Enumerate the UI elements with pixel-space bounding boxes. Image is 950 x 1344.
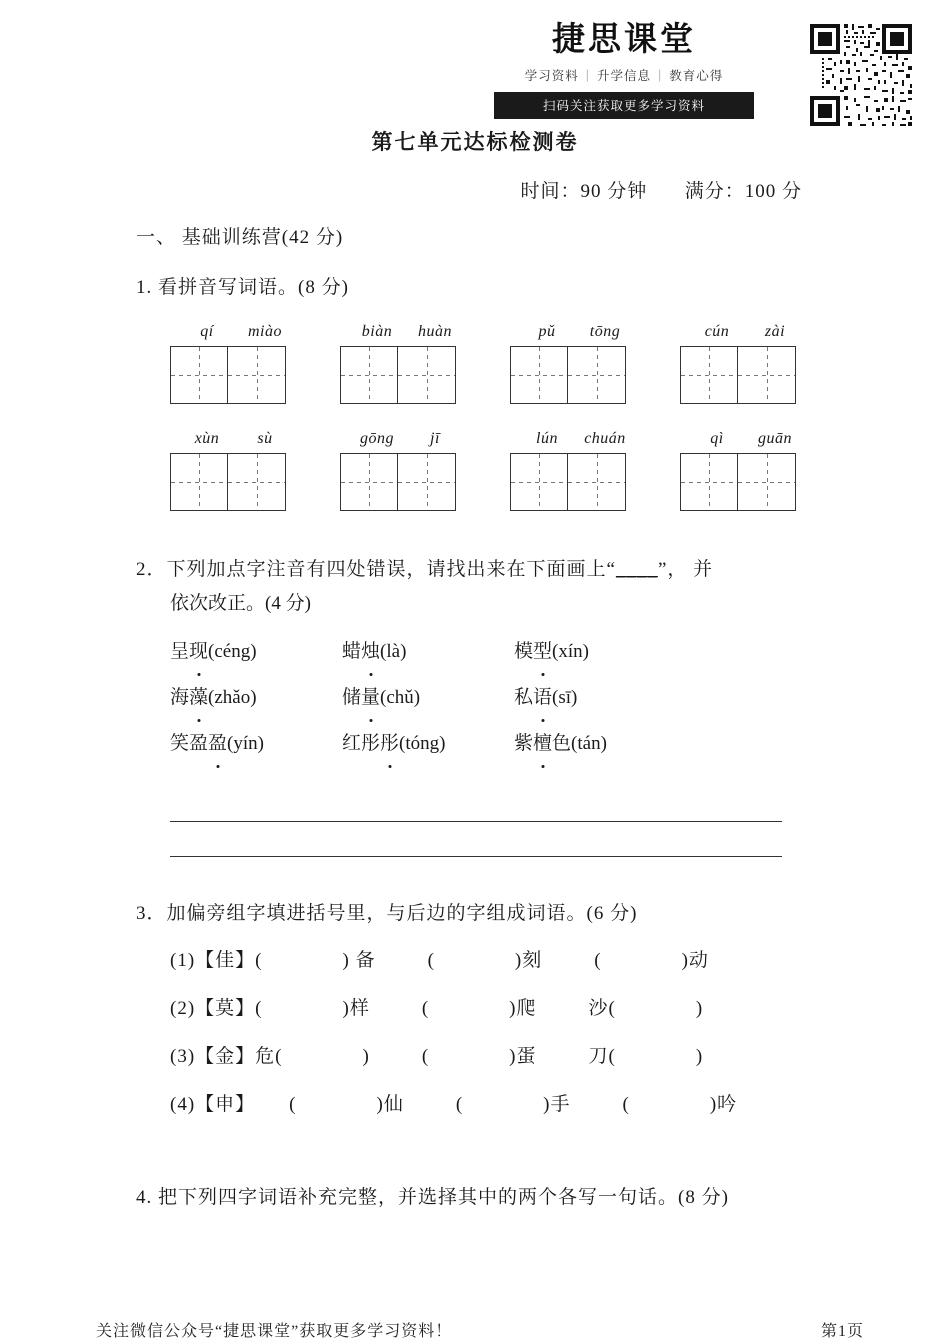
question-2-prompt-line2: 依次改正。(4 分) [170,593,311,614]
word-pinyin: (là) [380,641,407,662]
word-item [170,727,342,761]
question-4-prompt: 4. 把下列四字词语补充完整，并选择其中的两个各写一句话。(8 分) [136,1187,729,1208]
tianzige-cell[interactable] [228,346,286,404]
word-item [170,681,342,715]
question-3-row [170,1033,836,1081]
row-item[interactable]: 危( ) [255,1046,370,1067]
brand-header [394,20,914,132]
pinyin-label [680,430,830,448]
word-dotted-char: 型 [533,635,552,669]
word-item [170,635,342,669]
word-pinyin: (sī) [552,687,578,708]
question-3-prompt: 3．加偏旁组字填进括号里，与后边的字组成词语。(6 分) [136,903,638,924]
word-item [514,635,686,669]
tianzige-boxes[interactable] [680,346,830,404]
word-dotted-char: 量 [361,681,380,715]
row-item[interactable]: 刀( ) [588,1046,704,1067]
word-pinyin: (céng) [208,641,257,662]
row-item[interactable]: ( ) 备 [255,950,376,971]
tianzige-boxes[interactable] [170,346,320,404]
pinyin-group [510,323,660,404]
question-3-row [170,985,836,1033]
word-dotted-char: 彤 [380,727,399,761]
brand-tags [494,66,754,84]
brand-block [494,20,754,119]
row-char: 【佳】 [195,950,256,971]
row-number: (1) [170,950,196,971]
brand-tag-3: 教育心得 [669,69,724,83]
word-item [342,727,514,761]
pinyin-syllable: jī [430,430,440,447]
word-prefix: 模 [514,641,534,662]
pinyin-syllable: huàn [418,323,452,340]
word-row [170,727,836,761]
question-3-rows [170,937,836,1129]
pinyin-group [680,430,830,511]
word-prefix: 海 [170,687,190,708]
word-dotted-char: 语 [533,681,552,715]
question-4 [136,1181,836,1215]
word-prefix: 储 [342,687,362,708]
word-item [342,681,514,715]
answer-line[interactable] [170,787,782,822]
pinyin-group [340,430,490,511]
brand-tag-1: 学习资料 [524,69,579,83]
question-2 [136,553,836,857]
time-label: 时间：90 分钟 [520,181,648,202]
tianzige-boxes[interactable] [170,453,320,511]
word-dotted-char: 烛 [361,635,380,669]
question-2-word-list [170,635,836,761]
pinyin-syllable: cún [704,323,730,340]
brand-tag-2: 升学信息 [596,69,651,83]
question-3-row [170,1081,836,1129]
pinyin-syllable: zài [764,323,786,340]
tianzige-boxes[interactable] [510,346,660,404]
row-item[interactable]: 沙( ) [588,998,704,1019]
word-prefix: 呈 [170,641,190,662]
section-heading: 一、 基础训练营(42 分) [136,227,344,248]
word-item [514,727,686,761]
pinyin-grid-row-2 [170,430,830,511]
pinyin-label [340,430,490,448]
word-dotted-char: 檀 [533,727,552,761]
tianzige-cell[interactable] [340,453,398,511]
word-item [514,681,686,715]
brand-title: 捷思课堂 [552,22,696,58]
word-pinyin: (xín) [552,641,589,662]
word-pinyin: (tóng) [399,733,446,754]
tianzige-cell[interactable] [680,346,738,404]
tianzige-cell[interactable] [568,346,626,404]
row-item[interactable]: ( )手 [455,1094,571,1115]
pinyin-syllable: sù [257,430,273,447]
word-pinyin: (yín) [227,733,264,754]
row-item[interactable]: ( )样 [255,998,370,1019]
row-char: 【申】 [195,1094,256,1115]
pinyin-group [170,430,320,511]
word-row [170,681,836,715]
question-2-underline-blank: ____ [615,559,658,580]
tianzige-boxes[interactable] [340,346,490,404]
tianzige-cell[interactable] [738,453,796,511]
word-prefix: 笑盈 [170,733,209,754]
row-item[interactable]: ( )蛋 [421,1046,537,1067]
tianzige-cell[interactable] [738,346,796,404]
page-title: 第七单元达标检测卷 [371,130,579,154]
word-dotted-char: 现 [189,635,208,669]
tianzige-cell[interactable] [398,346,456,404]
row-number: (2) [170,998,196,1019]
question-1-prompt: 1. 看拼音写词语。(8 分) [136,277,349,298]
footer-note: 关注微信公众号“捷思课堂”获取更多学习资料！ [96,1323,453,1340]
word-row [170,635,836,669]
word-prefix: 蜡 [342,641,362,662]
score-label: 满分：100 分 [684,181,802,202]
row-char: 【莫】 [195,998,256,1019]
pinyin-label [510,430,660,448]
exam-content [136,222,836,1215]
question-2-text-end: ”， 并 [657,559,714,580]
pinyin-group [510,430,660,511]
tianzige-cell[interactable] [398,453,456,511]
tianzige-cell[interactable] [170,453,228,511]
pinyin-group [340,323,490,404]
word-pinyin: (zhǎo) [208,687,257,708]
tianzige-cell[interactable] [340,346,398,404]
pinyin-syllable: xùn [194,430,220,447]
row-item[interactable]: ( )仙 [289,1094,404,1115]
pinyin-syllable: qì [710,430,724,447]
pinyin-syllable: lún [536,430,558,447]
question-2-prompt-line1 [136,553,836,587]
brand-banner: 扫码关注获取更多学习资料 [494,92,754,119]
pinyin-syllable: chuán [584,430,626,447]
pinyin-syllable: guān [758,430,792,447]
row-char: 【金】 [195,1046,256,1067]
pinyin-syllable: miào [248,323,282,340]
pinyin-syllable: pǔ [538,323,556,340]
pinyin-label [170,323,320,341]
brand-tag-divider-1: | [585,68,590,82]
tianzige-cell[interactable] [568,453,626,511]
tianzige-boxes[interactable] [680,453,830,511]
answer-line[interactable] [170,822,782,857]
question-3 [136,897,836,1129]
row-item[interactable]: ( )动 [594,950,709,971]
qr-code-icon [808,22,914,128]
tianzige-boxes[interactable] [510,453,660,511]
pinyin-label [680,323,830,341]
word-pinyin: 色(tán) [552,733,607,754]
pinyin-syllable: qí [200,323,214,340]
exam-meta [520,176,802,203]
row-item[interactable]: ( )刻 [427,950,543,971]
tianzige-cell[interactable] [510,346,568,404]
tianzige-cell[interactable] [228,453,286,511]
pinyin-syllable: biàn [361,323,393,340]
pinyin-label [170,430,320,448]
brand-tag-divider-2: | [658,68,663,82]
tianzige-boxes[interactable] [340,453,490,511]
page-number: 第1页 [820,1323,864,1340]
row-item[interactable]: ( )爬 [421,998,537,1019]
pinyin-label [340,323,490,341]
pinyin-grid-row-1 [170,323,830,404]
word-prefix: 红彤 [342,733,381,754]
question-3-row [170,937,836,985]
row-number: (4) [170,1094,196,1115]
word-pinyin: (chǔ) [380,687,421,708]
row-number: (3) [170,1046,196,1067]
word-prefix: 私 [514,687,534,708]
question-2-text: 2．下列加点字注音有四处错误，请找出来在下面画上“ [136,559,616,580]
word-item [342,635,514,669]
word-dotted-char: 藻 [189,681,208,715]
word-dotted-char: 盈 [208,727,227,761]
pinyin-group [680,323,830,404]
tianzige-cell[interactable] [680,453,738,511]
tianzige-cell[interactable] [510,453,568,511]
pinyin-syllable: tōng [589,323,621,340]
tianzige-cell[interactable] [170,346,228,404]
pinyin-label [510,323,660,341]
word-prefix: 紫 [514,733,534,754]
row-item[interactable]: ( )吟 [622,1094,738,1115]
pinyin-group [170,323,320,404]
pinyin-syllable: gōng [360,430,394,447]
